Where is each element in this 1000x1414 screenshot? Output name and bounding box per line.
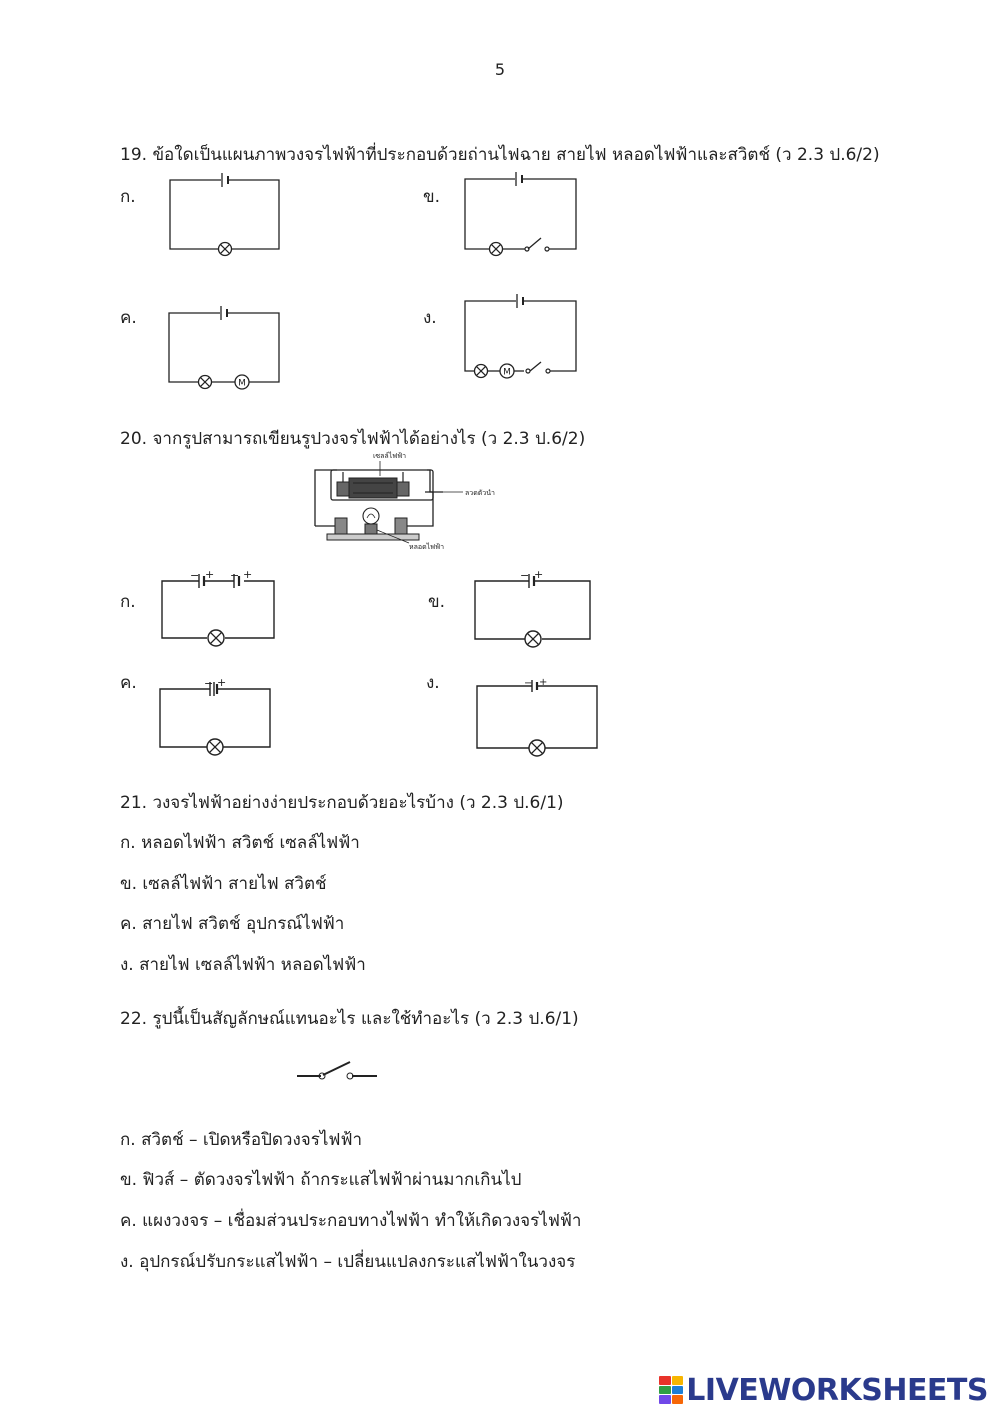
q19-circuit-c xyxy=(163,304,285,392)
q21-option-b[interactable]: ข. เซลล์ไฟฟ้า สายไฟ สวิตช์ xyxy=(120,874,327,894)
plus-sign: + xyxy=(534,568,544,581)
wire-caption: ลวดตัวนำ xyxy=(465,489,495,497)
question-22: 22. รูปนี้เป็นสัญลักษณ์แทนอะไร และใช้ทำอะไร (ว 2.3 ป.6/1) xyxy=(120,1009,579,1029)
q22-option-b[interactable]: ข. ฟิวส์ – ตัดวงจรไฟฟ้า ถ้ากระแสไฟฟ้าผ่านมากเกินไป xyxy=(120,1170,522,1190)
q19-choice-c-label[interactable]: ค. xyxy=(120,308,137,328)
minus-sign: − xyxy=(204,677,214,690)
q21-option-c[interactable]: ค. สายไฟ สวิตช์ อุปกรณ์ไฟฟ้า xyxy=(120,914,345,934)
liveworksheets-logo-icon xyxy=(659,1376,683,1404)
page-number: 5 xyxy=(494,60,506,79)
question-20: 20. จากรูปสามารถเขียนรูปวงจรไฟฟ้าได้อย่างไร (ว 2.3 ป.6/2) xyxy=(120,429,586,449)
q22-option-d[interactable]: ง. อุปกรณ์ปรับกระแสไฟฟ้า – เปลี่ยนแปลงกระแสไฟฟ้าในวงจร xyxy=(120,1252,576,1272)
q19-choice-b-label[interactable]: ข. xyxy=(423,187,441,207)
bulb-caption: หลอดไฟฟ้า xyxy=(409,543,445,551)
motor-symbol-letter: M xyxy=(238,378,246,389)
q20-choice-d-label[interactable]: ง. xyxy=(426,673,440,693)
q19-choice-a-label[interactable]: ก. xyxy=(120,187,136,207)
q19-circuit-a xyxy=(165,170,285,260)
minus-sign: − xyxy=(230,569,240,582)
q22-option-c[interactable]: ค. แผงวงจร – เชื่อมส่วนประกอบทางไฟฟ้า ทำให้เกิดวงจรไฟฟ้า xyxy=(120,1211,582,1231)
q19-circuit-b xyxy=(460,170,585,260)
plus-sign: + xyxy=(539,677,548,688)
q20-choice-c-label[interactable]: ค. xyxy=(120,673,137,693)
q20-circuit-c xyxy=(156,674,276,754)
q19-circuit-d xyxy=(460,292,585,384)
q20-circuit-b xyxy=(470,566,595,646)
q20-choice-a-label[interactable]: ก. xyxy=(120,592,136,612)
q21-option-d[interactable]: ง. สายไฟ เซลล์ไฟฟ้า หลอดไฟฟ้า xyxy=(120,955,366,975)
liveworksheets-logo xyxy=(659,1373,988,1407)
q20-circuit-d xyxy=(473,674,601,756)
q20-circuit-photo xyxy=(305,448,525,553)
switch-symbol xyxy=(295,1058,381,1086)
plus-sign: + xyxy=(243,568,253,581)
minus-sign: − xyxy=(520,569,530,582)
q20-circuit-a xyxy=(158,566,280,646)
motor-symbol-letter: M xyxy=(503,367,511,378)
plus-sign: + xyxy=(217,676,227,689)
question-19: 19. ข้อใดเป็นแผนภาพวงจรไฟฟ้าที่ประกอบด้วยถ่านไฟฉาย สายไฟ หลอดไฟฟ้าและสวิตช์ (ว 2.3 ป.6/2) xyxy=(120,145,880,165)
minus-sign: − xyxy=(190,569,200,582)
cell-caption: เซลล์ไฟฟ้า xyxy=(373,452,407,460)
q20-choice-b-label[interactable]: ข. xyxy=(428,592,446,612)
q21-option-a[interactable]: ก. หลอดไฟฟ้า สวิตช์ เซลล์ไฟฟ้า xyxy=(120,833,360,853)
q19-choice-d-label[interactable]: ง. xyxy=(423,308,437,328)
plus-sign: + xyxy=(205,568,215,581)
liveworksheets-logo-text: LIVEWORKSHEETS xyxy=(686,1372,988,1408)
q22-option-a[interactable]: ก. สวิตช์ – เปิดหรือปิดวงจรไฟฟ้า xyxy=(120,1130,363,1150)
minus-sign: − xyxy=(524,678,533,689)
question-21: 21. วงจรไฟฟ้าอย่างง่ายประกอบด้วยอะไรบ้าง (ว 2.3 ป.6/1) xyxy=(120,793,564,813)
